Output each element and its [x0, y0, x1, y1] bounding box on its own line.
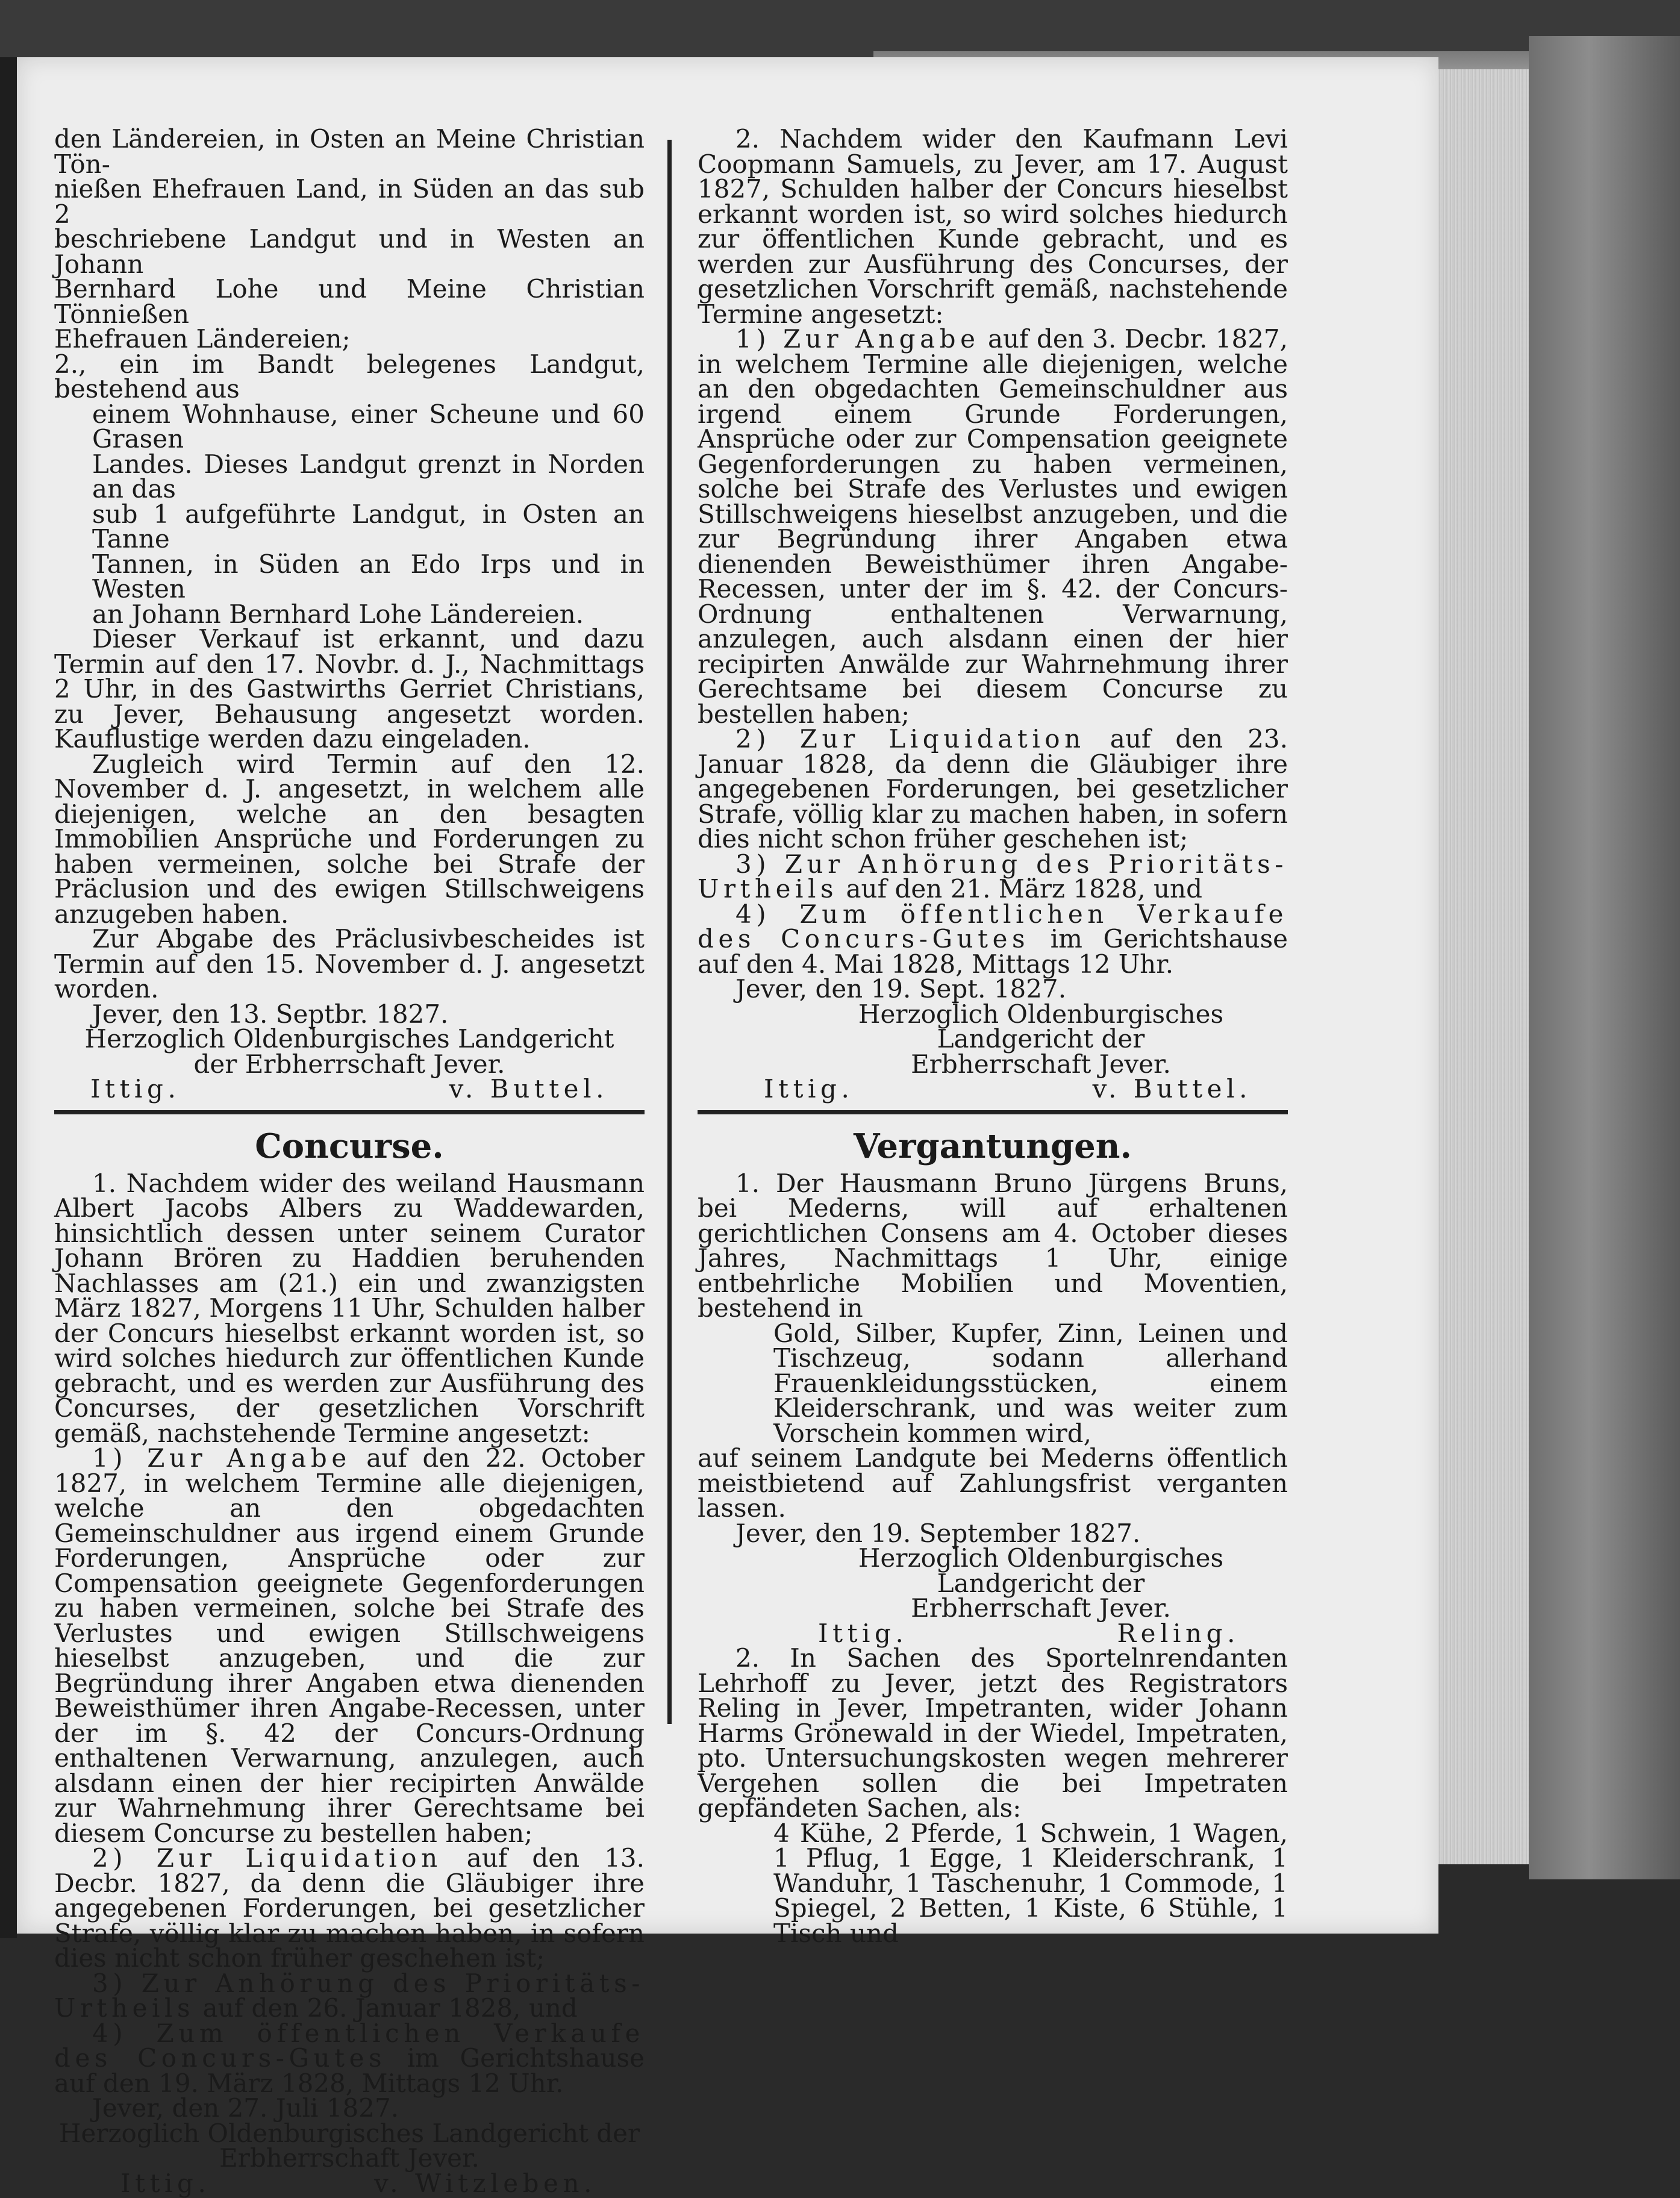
item2-line: Landes. Dieses Landgut grenzt in Norden an das [92, 449, 645, 504]
term-1 [54, 1443, 645, 1848]
term-4 [54, 2018, 645, 2098]
term-text: auf den 22. October 1827, in welchem Termine alle diejenigen, welche an den obgedachten Gemeinschuldner aus irgend einem Grunde Forderungen, Ansprüche oder zur Compensation geeignete Gegenforderungen zu haben vermeinen, solche bei Strafe des Verlustes und ewigen Stillschweigens hieselbst anzugeben, und die zur Begründung ihrer Angaben etwa dienenden Beweisthümer ihren Angabe-Recessen, unter der im §. 42 der Concurs-Ordnung enthaltenen Verwarnung, anzulegen, auch alsdann einen der hier recipirten Anwälde zur Wahrnehmung ihrer Gerechtsame bei diesem Concurse zu bestellen haben; [54, 1443, 645, 1848]
vergantung-1-end: auf seinem Landgute bei Mederns öffentlich meistbietend auf Zahlungsfrist verganten lassen. [698, 1443, 1288, 1523]
signature-left: Ittig. [764, 1074, 854, 1104]
signature-row [698, 1076, 1288, 1102]
court-line: der Erbherrschaft Jever. [193, 1049, 505, 1079]
term-label: 2) Zur Liquidation [735, 724, 1085, 754]
vergantung-2-items: 4 Kühe, 2 Pferde, 1 Schwein, 1 Wagen, 1 Pflug, 1 Egge, 1 Kleiderschrank, 1 Wanduhr, 1 Taschenuhr, 1 Commode, 1 Spiegel, 2 Betten, 1 Kiste, 6 Stühle, 1 Tisch und [773, 1818, 1288, 1948]
item2-line: Tannen, in Süden an Edo Irps und in Westen [92, 549, 645, 604]
term-label: 1) Zur Angabe [735, 324, 980, 354]
signature-row [54, 2168, 645, 2198]
facing-page-edge [0, 57, 17, 1938]
term-text: auf den 13. Decbr. 1827, da denn die Gläubiger ihre angegebenen Forderungen, bei gesetzlicher Strafe, völlig klar zu machen haben, in sofern dies nicht schon früher geschehen ist; [54, 1843, 645, 1973]
term-label: 4) Zum öffentlichen Verkaufe des Concurs-Gutes [54, 2018, 645, 2073]
term-4 [698, 899, 1288, 979]
column-divider [667, 140, 672, 1724]
item2-line: einem Wohnhause, einer Scheune und 60 Grasen [92, 399, 645, 454]
concurs-2-paragraph: 2. Nachdem wider den Kaufmann Levi Coopmann Samuels, zu Jever, am 17. August 1827, Schulden halber der Concurs hieselbst erkannt worden ist, so wird solches hiedurch zur öffentlichen Kunde gebracht, und es werden zur Ausführung des Concurses, der gesetzlichen Vorschrift gemäß, nachstehende Termine angesetzt: [698, 124, 1288, 329]
section-heading-concurse: Concurse. [255, 1126, 444, 1166]
signature-row [698, 1618, 1288, 1648]
vergantung-2-paragraph: 2. In Sachen des Sportelnrendanten Lehrhoff zu Jever, jetzt des Registrators Reling in Jever, Impetranten, wider Johann Harms Grönewald in der Wiedel, Impetraten, pto. Untersuchungskosten wegen mehrerer Vergehen sollen die bei Impetraten gepfändeten Sachen, als: [698, 1643, 1288, 1823]
item2-line: 2., ein im Bandt belegenes Landgut, bestehend aus [54, 349, 645, 404]
intro-line: beschriebene Landgut und in Westen an Johann [54, 224, 645, 279]
signature-left: Ittig. [120, 2168, 211, 2198]
term-2 [698, 726, 1288, 852]
term-label: 3) Zur Anhörung des Prioritäts-Urtheils [54, 1968, 645, 2023]
background-top [0, 0, 1680, 57]
term-3 [698, 849, 1288, 904]
term-text: auf den 26. Januar 1828, und [202, 1993, 578, 2023]
court-line: Erbherrschaft Jever. [911, 1049, 1171, 1079]
term-1 [698, 324, 1288, 729]
right-column [698, 126, 1288, 1946]
term-label: 4) Zum öffentlichen Verkaufe des Concurs-Gutes [698, 899, 1288, 954]
signature-left: Ittig. [90, 1074, 181, 1104]
vergantung-1-items: Gold, Silber, Kupfer, Zinn, Leinen und Tischzeug, sodann allerhand Frauenkleidungsstücken, einem Kleiderschrank, und was weiter zum Vorschein kommen wird, [773, 1318, 1288, 1448]
item2-line: an Johann Bernhard Lohe Ländereien. [92, 599, 584, 629]
signature-right: v. Buttel. [1092, 1074, 1252, 1104]
term-text: im Gerichtshause auf den 4. Mai 1828, Mittags 12 Uhr. [698, 924, 1288, 979]
intro-line: nießen Ehefrauen Land, in Süden an das sub 2 [54, 174, 645, 229]
term-text: auf den 3. Decbr. 1827, in welchem Termine alle diejenigen, welche an den obgedachten Gemeinschuldner aus irgend einem Grunde Forderungen, Ansprüche oder zur Compensation geeignete Gegenforderungen zu haben vermeinen, solche bei Strafe des Verlustes und ewigen Stillschweigens hieselbst anzugeben, und die zur Begründung ihrer Angaben etwa dienenden Beweisthümer ihren Angabe-Recessen, unter der im §. 42. der Concurs-Ordnung enthaltenen Verwarnung, anzulegen, auch alsdann einen der hier recipirten Anwälde zur Wahrnehmung ihrer Gerechtsame bei diesem Concurse zu bestellen haben; [698, 324, 1288, 729]
signature-right: v. Buttel. [449, 1074, 608, 1104]
court-line: Erbherrschaft Jever. [219, 2143, 479, 2173]
intro-line: Bernhard Lohe und Meine Christian Tönnießen [54, 274, 645, 329]
date-line: Jever, den 19. Sept. 1827. [735, 974, 1067, 1004]
signature-row [54, 1076, 645, 1102]
left-column [54, 126, 645, 2196]
term-text: im Gerichtshause auf den 19. März 1828, Mittags 12 Uhr. [54, 2043, 645, 2098]
item2-line: sub 1 aufgeführte Landgut, in Osten an Tanne [92, 499, 645, 554]
book-cover [1529, 36, 1680, 1879]
intro-line: Ehefrauen Ländereien; [54, 324, 351, 354]
signature-right: v. Witzleben. [373, 2168, 596, 2198]
court-line: Herzoglich Oldenburgisches Landgericht [84, 1024, 614, 1054]
signature-right: Reling. [1117, 1618, 1240, 1648]
term-label: 3) Zur Anhörung des Prioritäts-Urtheils [698, 849, 1288, 904]
court-line: Erbherrschaft Jever. [911, 1593, 1171, 1623]
term-label: 1) Zur Angabe [92, 1443, 351, 1473]
section-rule [54, 1110, 645, 1114]
sale-paragraph: Dieser Verkauf ist erkannt, und dazu Termin auf den 17. Novbr. d. J., Nachmittags 2 Uhr, in des Gastwirths Gerriet Christians, zu Jever, Behausung angesetzt worden. Kauflustige werden dazu eingeladen. [54, 624, 645, 754]
term-text: auf den 23. Januar 1828, da denn die Gläubiger ihre angegebenen Forderungen, bei gesetzlicher Strafe, völlig klar zu machen haben, in sofern dies nicht schon früher geschehen ist; [698, 724, 1288, 854]
court-line: Herzoglich Oldenburgisches Landgericht der [58, 2118, 640, 2148]
date-line: Jever, den 13. Septbr. 1827. [92, 999, 449, 1029]
section-heading-vergantungen: Vergantungen. [854, 1126, 1132, 1166]
signature-left: Ittig. [818, 1618, 908, 1648]
court-line: Herzoglich Oldenburgisches Landgericht der [858, 999, 1224, 1054]
vergantung-1-paragraph: 1. Der Hausmann Bruno Jürgens Bruns, bei Mederns, will auf erhaltenen gerichtlichen Consens am 4. October dieses Jahres, Nachmittags 1 Uhr, einige entbehrliche Mobilien und Moventien, bestehend in [698, 1168, 1288, 1323]
section-rule [698, 1110, 1288, 1114]
preclusion-paragraph: Zur Abgabe des Präclusivbescheides ist Termin auf den 15. November d. J. angesetzt worden. [54, 924, 645, 1004]
term-2 [54, 1843, 645, 1973]
court-line: Herzoglich Oldenburgisches Landgericht der [858, 1543, 1224, 1598]
date-line: Jever, den 27. Juli 1827. [92, 2093, 399, 2123]
intro-line: den Ländereien, in Osten an Meine Christian Tön- [54, 124, 645, 179]
date-line: Jever, den 19. September 1827. [735, 1518, 1141, 1548]
concurs-1-paragraph: 1. Nachdem wider des weiland Hausmann Albert Jacobs Albers zu Waddewarden, hinsichtlich dessen unter seinem Curator Johann Brören zu Haddien beruhenden Nachlasses am (21.) ein und zwanzigsten März 1827, Morgens 11 Uhr, Schulden halber der Concurs hieselbst erkannt worden ist, so wird solches hiedurch zur öffentlichen Kunde gebracht, und es werden zur Ausführung des Concurses, der gesetzlichen Vorschrift gemäß, nachstehende Termine angesetzt: [54, 1168, 645, 1448]
page-edges [1438, 69, 1529, 1864]
term-3 [54, 1968, 645, 2023]
term-text: auf den 21. März 1828, und [846, 874, 1202, 904]
term-label: 2) Zur Liquidation [92, 1843, 442, 1873]
claim-paragraph: Zugleich wird Termin auf den 12. November d. J. angesetzt, in welchem alle diejenigen, welche an den besagten Immobilien Ansprüche und Forderungen zu haben vermeinen, solche bei Strafe der Präclusion und des ewigen Stillschweigens anzugeben haben. [54, 749, 645, 929]
